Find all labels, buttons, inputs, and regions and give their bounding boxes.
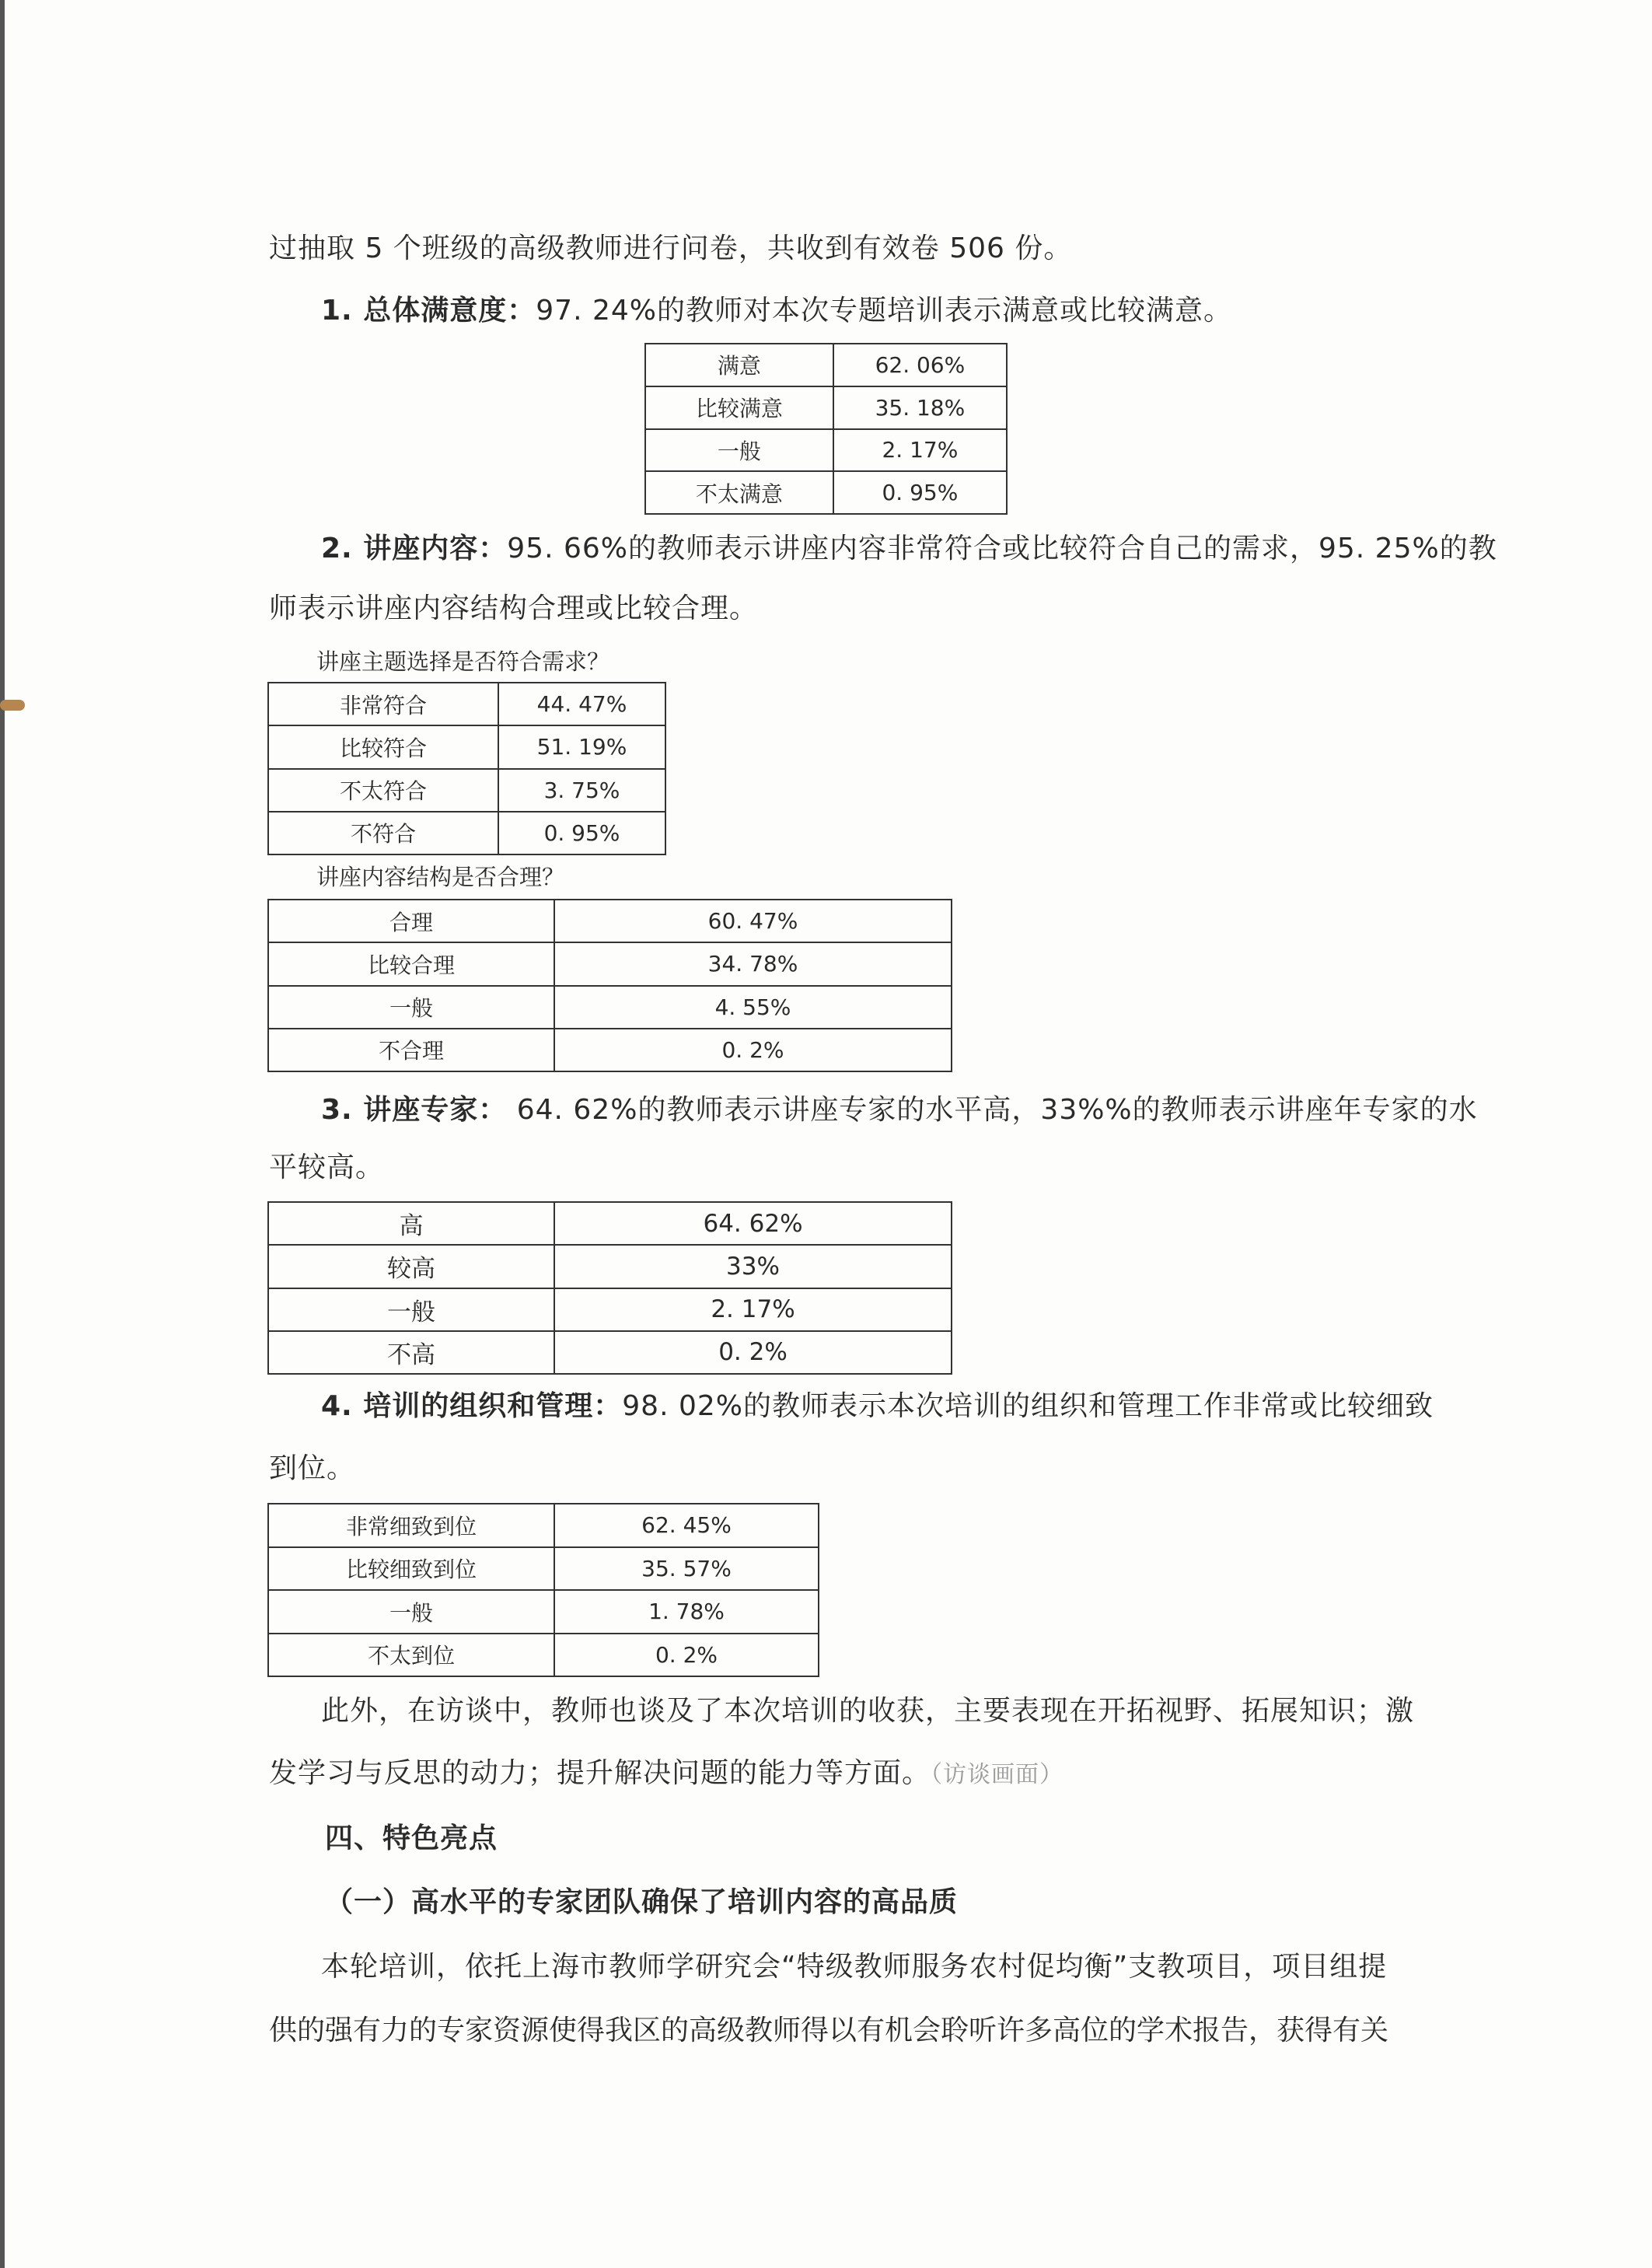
subheading-expert-team: （一）高水平的专家团队确保了培训内容的高品质 [325,1886,959,1918]
interview-note: （访谈画面） [931,1761,1064,1788]
section2-label: 2. 讲座内容： [321,533,508,564]
row-value: 0. 2% [554,1029,952,1071]
scan-mark [0,700,25,711]
table-row [268,769,665,812]
row-label: 一般 [268,986,554,1029]
table-row [268,1029,952,1071]
structure-caption: 讲座内容结构是否合理？ [316,864,565,890]
section1-paragraph [321,294,1232,328]
row-label: 高 [268,1202,554,1245]
section1-label: 1. 总体满意度： [321,295,536,327]
table-row [268,1288,952,1331]
row-value: 2. 17% [554,1288,952,1331]
row-label: 一般 [645,429,833,472]
row-value: 2. 17% [833,429,1007,472]
structure-table [267,899,952,1072]
table-row [268,1202,952,1245]
topic-fit-caption: 讲座主题选择是否符合需求？ [316,648,610,675]
row-label: 非常细致到位 [268,1504,554,1547]
table-row [645,344,1007,386]
section2-text-line2: 师表示讲座内容结构合理或比较合理。 [269,592,759,624]
row-label: 满意 [645,344,833,386]
row-label: 比较合理 [268,942,554,985]
row-label: 比较满意 [645,386,833,429]
row-value: 44. 47% [498,683,665,725]
row-label: 一般 [268,1288,554,1331]
row-label: 不符合 [268,812,498,854]
row-value: 62. 45% [554,1504,819,1547]
section2-text-line1: 95. 66%的教师表示讲座内容非常符合或比较符合自己的需求，95. 25%的教 [507,533,1497,564]
scan-edge [0,0,5,2268]
row-label: 比较细致到位 [268,1547,554,1591]
table-row [268,942,952,985]
table-row [268,1634,819,1677]
table-row [268,900,952,942]
interview-line2: 发学习与反思的动力；提升解决问题的能力等方面。 [269,1757,931,1789]
section4-text-line1: 98. 02%的教师表示本次培训的组织和管理工作非常或比较细致 [622,1390,1434,1422]
interview-paragraph [269,1756,1063,1792]
satisfaction-table [644,343,1008,515]
section3-text-line1: 64. 62%的教师表示讲座专家的水平高，33%%的教师表示讲座年专家的水 [507,1094,1478,1126]
expert-table [267,1201,952,1375]
row-value: 51. 19% [498,725,665,768]
table-row [268,1590,819,1634]
table-row [268,1547,819,1591]
row-value: 34. 78% [554,942,952,985]
row-label: 合理 [268,900,554,942]
row-value: 0. 2% [554,1331,952,1374]
table-row [645,471,1007,514]
table-row [268,986,952,1029]
row-value: 0. 95% [833,471,1007,514]
table-row [268,1245,952,1288]
row-label: 一般 [268,1590,554,1634]
section3-label: 3. 讲座专家： [321,1094,508,1126]
row-label: 不太满意 [645,471,833,514]
final-line2: 供的强有力的专家资源使得我区的高级教师得以有机会聆听许多高位的学术报告，获得有关 [269,2015,1389,2046]
row-value: 1. 78% [554,1590,819,1634]
interview-line1: 此外，在访谈中，教师也谈及了本次培训的收获，主要表现在开拓视野、拓展知识；激 [321,1695,1415,1727]
section1-text: 97. 24%的教师对本次专题培训表示满意或比较满意。 [536,295,1232,327]
row-value: 0. 2% [554,1634,819,1677]
table-row [268,1504,819,1547]
section3-text-line2: 平较高。 [269,1151,385,1183]
section4-text-line2: 到位。 [269,1452,356,1484]
heading-features: 四、特色亮点 [325,1822,498,1854]
row-value: 35. 18% [833,386,1007,429]
section4-label: 4. 培训的组织和管理： [321,1390,623,1422]
table-row [645,429,1007,472]
row-value: 60. 47% [554,900,952,942]
row-label: 不高 [268,1331,554,1374]
table-row [268,1331,952,1374]
row-value: 0. 95% [498,812,665,854]
row-value: 4. 55% [554,986,952,1029]
row-label: 比较符合 [268,725,498,768]
row-label: 较高 [268,1245,554,1288]
section2-paragraph [321,532,1497,566]
organization-table [267,1503,819,1677]
row-value: 35. 57% [554,1547,819,1591]
row-value: 33% [554,1245,952,1288]
row-value: 3. 75% [498,769,665,812]
row-label: 不太符合 [268,769,498,812]
final-line1: 本轮培训，依托上海市教师学研究会“特级教师服务农村促均衡”支教项目，项目组提 [321,1951,1388,1983]
topic-fit-table [267,682,666,855]
row-value: 64. 62% [554,1202,952,1245]
table-row [268,683,665,725]
row-label: 非常符合 [268,683,498,725]
intro-line: 过抽取 5 个班级的高级教师进行问卷，共收到有效卷 506 份。 [269,232,1073,264]
row-value: 62. 06% [833,344,1007,386]
table-row [268,725,665,768]
table-row [645,386,1007,429]
section3-paragraph [321,1093,1478,1127]
row-label: 不合理 [268,1029,554,1071]
row-label: 不太到位 [268,1634,554,1677]
table-row [268,812,665,854]
section4-paragraph [321,1389,1434,1424]
